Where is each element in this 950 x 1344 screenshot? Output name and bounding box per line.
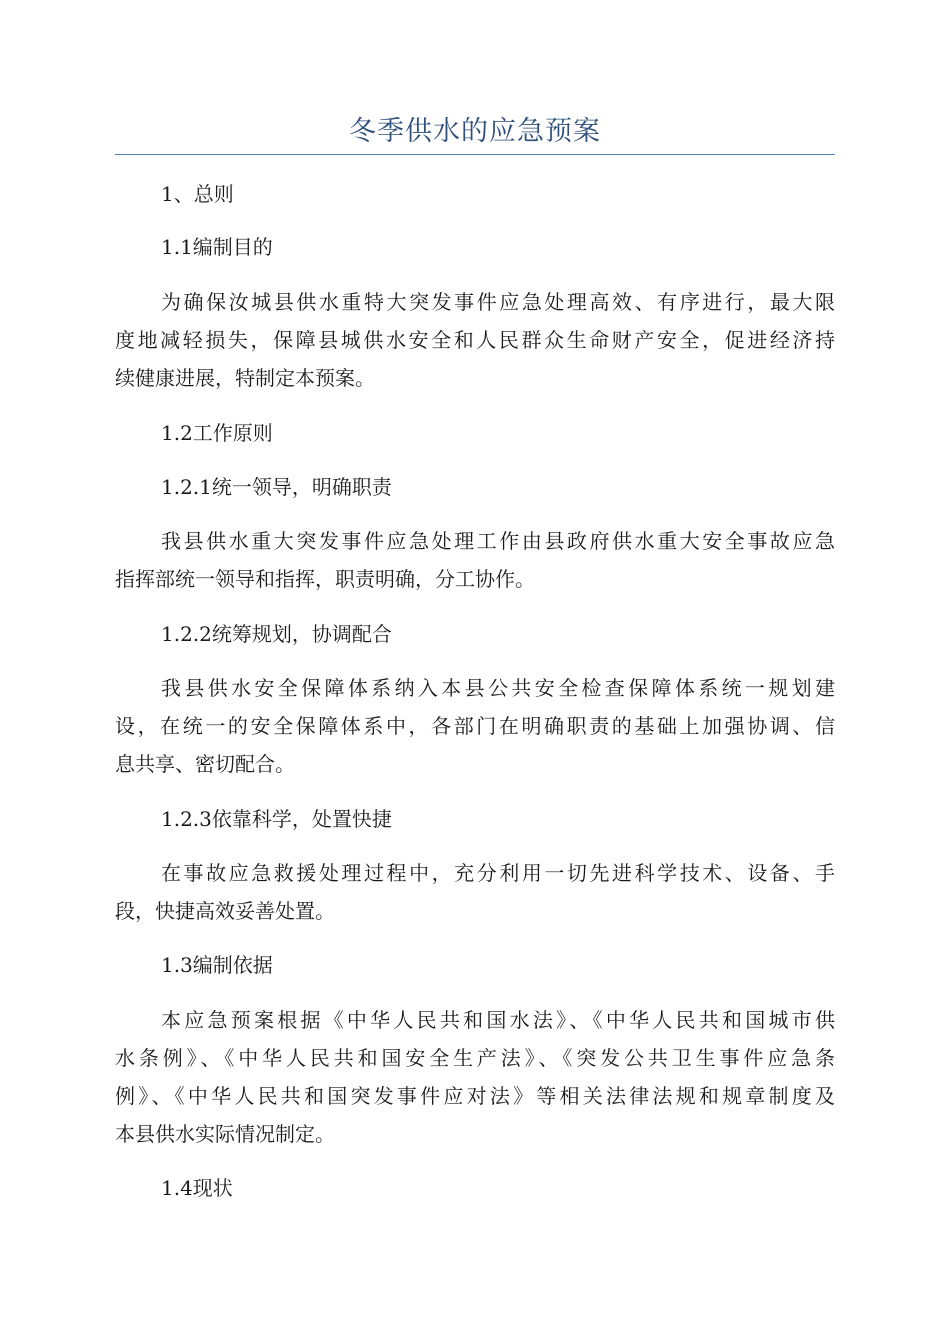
paragraph-line: 我县供水安全保障体系纳入本县公共安全检查保障体系统一规划建 bbox=[161, 676, 835, 700]
section-heading-1-3: 1.3编制依据 bbox=[161, 953, 273, 977]
section-heading-1-2-2: 1.2.2统筹规划，协调配合 bbox=[161, 622, 392, 646]
paragraph-line: 我县供水重大突发事件应急处理工作由县政府供水重大安全事故应急 bbox=[161, 529, 835, 553]
paragraph-line: 本县供水实际情况制定。 bbox=[115, 1122, 335, 1146]
paragraph-line: 息共享、密切配合。 bbox=[115, 752, 295, 776]
paragraph-line: 续健康进展，特制定本预案。 bbox=[115, 366, 375, 390]
section-heading-1-2-1: 1.2.1统一领导，明确职责 bbox=[161, 475, 392, 499]
paragraph-line: 段，快捷高效妥善处置。 bbox=[115, 899, 335, 923]
paragraph-line: 度地减轻损失，保障县城供水安全和人民群众生命财产安全，促进经济持 bbox=[115, 328, 835, 352]
section-heading-1-1: 1.1编制目的 bbox=[161, 235, 273, 259]
paragraph-line: 本应急预案根据《中华人民共和国水法》、《中华人民共和国城市供 bbox=[161, 1008, 835, 1032]
page-title: 冬季供水的应急预案 bbox=[349, 116, 601, 147]
section-heading-1-4: 1.4现状 bbox=[161, 1176, 233, 1200]
paragraph-line: 设，在统一的安全保障体系中，各部门在明确职责的基础上加强协调、信 bbox=[115, 714, 835, 738]
title-underline bbox=[115, 154, 835, 155]
paragraph-line: 例》、《中华人民共和国突发事件应对法》等相关法律法规和规章制度及 bbox=[115, 1084, 835, 1108]
paragraph-line: 在事故应急救援处理过程中，充分利用一切先进科学技术、设备、手 bbox=[161, 861, 835, 885]
paragraph-line: 为确保汝城县供水重特大突发事件应急处理高效、有序进行，最大限 bbox=[161, 290, 835, 314]
section-heading-1-2-3: 1.2.3依靠科学，处置快捷 bbox=[161, 807, 392, 831]
section-heading-1-2: 1.2工作原则 bbox=[161, 421, 273, 445]
paragraph-line: 指挥部统一领导和指挥，职责明确，分工协作。 bbox=[115, 567, 535, 591]
paragraph-line: 水条例》、《中华人民共和国安全生产法》、《突发公共卫生事件应急条 bbox=[115, 1046, 835, 1070]
section-heading-1: 1、总则 bbox=[161, 182, 234, 206]
